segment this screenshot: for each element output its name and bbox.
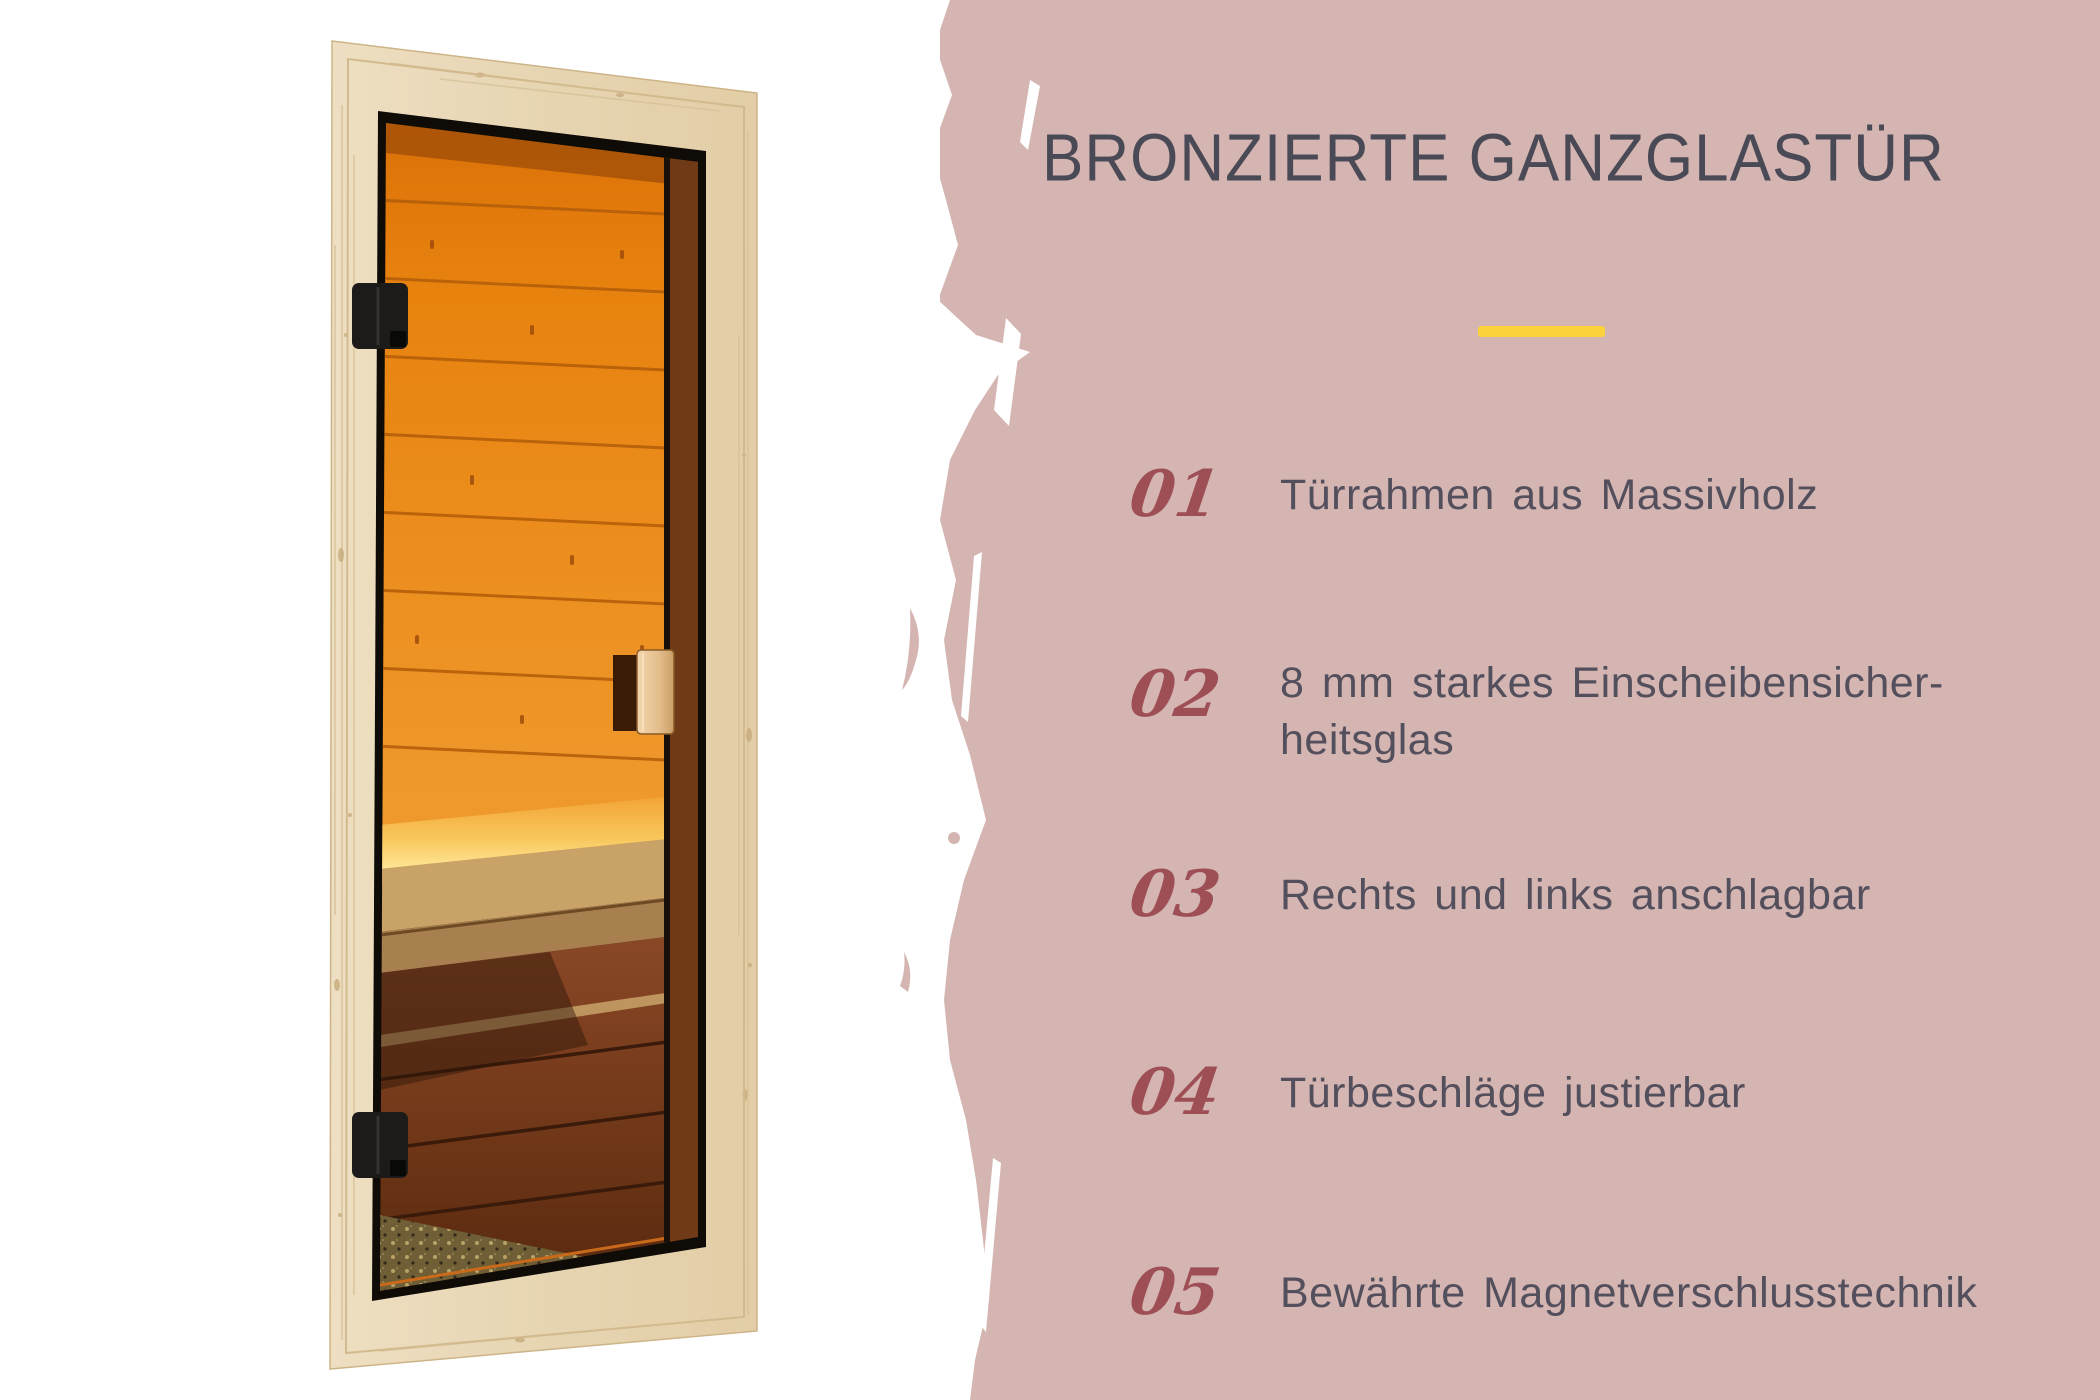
feature-number: 01 [1125,457,1225,532]
feature-number: 02 [1125,657,1225,732]
feature-text: 8 mm starkes Einscheibensicher- heitsglas [1280,659,1944,764]
feature-text: Rechts und links anschlagbar [1280,870,1871,919]
page-title: BRONZIERTE GANZGLASTÜR [1042,121,1945,196]
title-divider [1478,326,1605,337]
brush-stroke-edge [880,0,1100,1400]
door-hinge-top [352,283,408,349]
feature-item-2 [1110,630,2060,800]
feature-number: 05 [1125,1255,1225,1330]
feature-number: 03 [1125,857,1225,932]
feature-text: Bewährte Magnetverschlusstechnik [1280,1268,1978,1317]
feature-number: 04 [1125,1055,1225,1130]
product-photo-area [0,0,940,1400]
feature-text: Türbeschläge justierbar [1280,1068,1746,1117]
feature-item-5 [1110,1228,2060,1358]
feature-text: Türrahmen aus Massivholz [1280,470,1819,519]
feature-item-4 [1110,1028,2060,1158]
sauna-door-photo [320,35,765,1375]
door-hinge-bottom [352,1112,408,1178]
feature-item-3 [1110,830,2060,960]
door-handle [613,650,674,734]
feature-item-1 [1110,430,2060,560]
